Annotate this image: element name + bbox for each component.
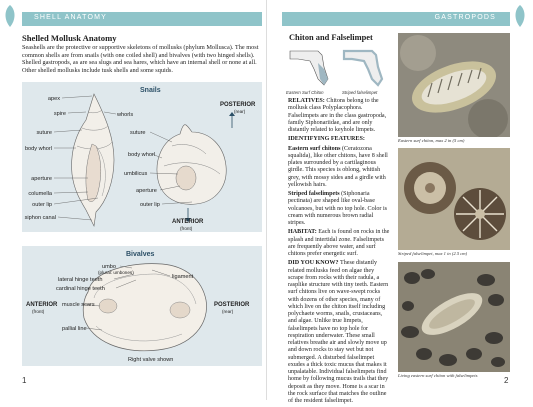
bivalve-anterior-sub: (front) — [32, 309, 45, 314]
label-apex: apex — [47, 96, 60, 102]
label-aperture-rear: aperture — [136, 188, 157, 194]
species-title: Chiton and Falselimpet — [289, 33, 373, 42]
label-pallial-line: pallial line — [62, 326, 87, 332]
section-label: SHELL ANATOMY — [34, 14, 108, 21]
header-band-right — [282, 12, 510, 26]
photo-striped-falselimpet — [398, 148, 510, 250]
bivalve-caption: Right valve shown — [128, 357, 174, 363]
page-gutter — [266, 0, 267, 400]
bivalve-posterior-label: POSTERIOR — [214, 302, 250, 308]
chapter-label: GASTROPODS — [434, 14, 496, 21]
anterior-sub: (front) — [180, 226, 193, 231]
label-cardinal-hinge-teeth: cardinal hinge teeth — [56, 286, 105, 292]
page-title: Shelled Mollusk Anatomy — [22, 33, 117, 43]
header-band-left — [22, 12, 262, 26]
caption-living-chiton: Living eastern surf chiton with falselimpets — [398, 373, 478, 378]
page-number-left: 1 — [22, 376, 27, 385]
snails-heading: Snails — [140, 87, 161, 94]
snail-diagram — [22, 82, 262, 232]
label-umbo-plural: (plural: umbones) — [98, 270, 134, 275]
label-outer-lip-rear: outer lip — [140, 202, 160, 208]
intro-paragraph: Seashells are the protective or supportive skeletons of mollusks (phylum Mollusca). The most common shells are from snails (with one coiled shell) and bivalves (with two hinged shells). Shelled gastropods, as are sea slugs and sea hares, which have an internal shell or none at all. Other shelled mollusks include tusk shells and some squids. — [22, 44, 259, 74]
paragraph-did-you-know: DID YOU KNOW? These distantly related mollusks feed on algae they scrape from rocks with their radula, a rasplike structure with tiny teeth. Eastern surf chitons live on wave-swept rocks with dozens of other species, many of which live on the chiton itself including polychaete worms, snails, crustaceans, and algae. Unlike true limpets, falselimpets have no top hole for respiration underwater. These small relatives breathe air and slowly move up and down rocks to stay wet but not submerged. A disturbed falselimpet exudes a thick toxic mucus that makes it unpalatable. Individual falselimpets find home by following mucus trails that they deposit as they move. Home is a scar in the rock surface that matches the outline of the resident falselimpet. — [288, 260, 389, 404]
caption-striped-falselimpet: Striped falselimpet, max 1 in (2.5 cm) — [398, 251, 468, 256]
label-body-whorl-rear: body whorl — [128, 152, 156, 158]
paragraph-habitat: HABITAT: Each is found on rocks in the splash and intertidal zone. Falselimpets are frequently above water, and surf chitons prefer energetic surf. — [288, 229, 390, 257]
leaf-ornament-icon — [3, 4, 17, 28]
range-map-falselimpet — [342, 45, 386, 89]
species-description — [288, 98, 391, 407]
range-map-chiton-label: Eastern Surf Chiton — [286, 90, 324, 95]
label-umbilicus: umbilicus — [124, 171, 148, 177]
leaf-ornament-icon — [513, 4, 527, 28]
bivalve-diagram — [22, 246, 262, 366]
label-spire: spire — [53, 111, 66, 117]
label-whorls: whorls — [117, 112, 134, 118]
label-lateral-hinge-teeth: lateral hinge teeth — [58, 277, 103, 283]
label-suture: suture — [36, 130, 52, 136]
label-ligament: ligament — [172, 274, 194, 280]
anterior-label: ANTERIOR — [172, 219, 204, 225]
range-map-chiton — [288, 45, 332, 89]
label-outer-lip: outer lip — [32, 202, 52, 208]
bivalve-posterior-sub: (rear) — [222, 309, 234, 314]
range-map-falselimpet-label: Striped falselimpet — [342, 90, 378, 95]
paragraph-chiton: Eastern surf chitons (Ceratozona squalida), like other chitons, have 8 shell plates surrounded by a cartilaginous girdle. This species is oblong, whitish grey, with mossy sides and a girdle with yellowish hairs. — [288, 145, 388, 188]
bivalve-anterior-label: ANTERIOR — [26, 302, 58, 308]
label-body-whorl: body whorl — [24, 146, 52, 152]
photo-surf-chiton — [398, 33, 510, 137]
label-suture-rear: suture — [130, 130, 146, 136]
paragraph-falselimpet: Striped falselimpets (Siphonaria pectinata) are shaped like oval-base volcanoes, but with no top hole. Color is cream with numerous brown radial stripes. — [288, 191, 388, 226]
posterior-label: POSTERIOR — [220, 102, 256, 108]
page-number-right: 2 — [504, 376, 509, 385]
photo-living-chiton-falselimpets — [398, 262, 510, 372]
label-aperture: aperture — [31, 176, 52, 182]
caption-surf-chiton: Eastern surf chiton, max 2 in (5 cm) — [398, 138, 465, 143]
paragraph-identifying: IDENTIFYING FEATURES: — [288, 136, 365, 143]
posterior-sub: (rear) — [234, 109, 246, 114]
label-umbo: umbo — [102, 264, 116, 270]
label-columella: columella — [28, 191, 52, 197]
label-siphon-canal: siphon canal — [24, 215, 56, 221]
bivalves-heading: Bivalves — [126, 251, 155, 258]
label-muscle-scars: muscle scars — [62, 302, 95, 308]
paragraph-relatives: RELATIVES: Chitons belong to the mollusk class Polyplacophora. Falselimpets are in the class gastropoda, family Siphonariidae, and are only distantly related to keyhole limpets. — [288, 98, 387, 133]
